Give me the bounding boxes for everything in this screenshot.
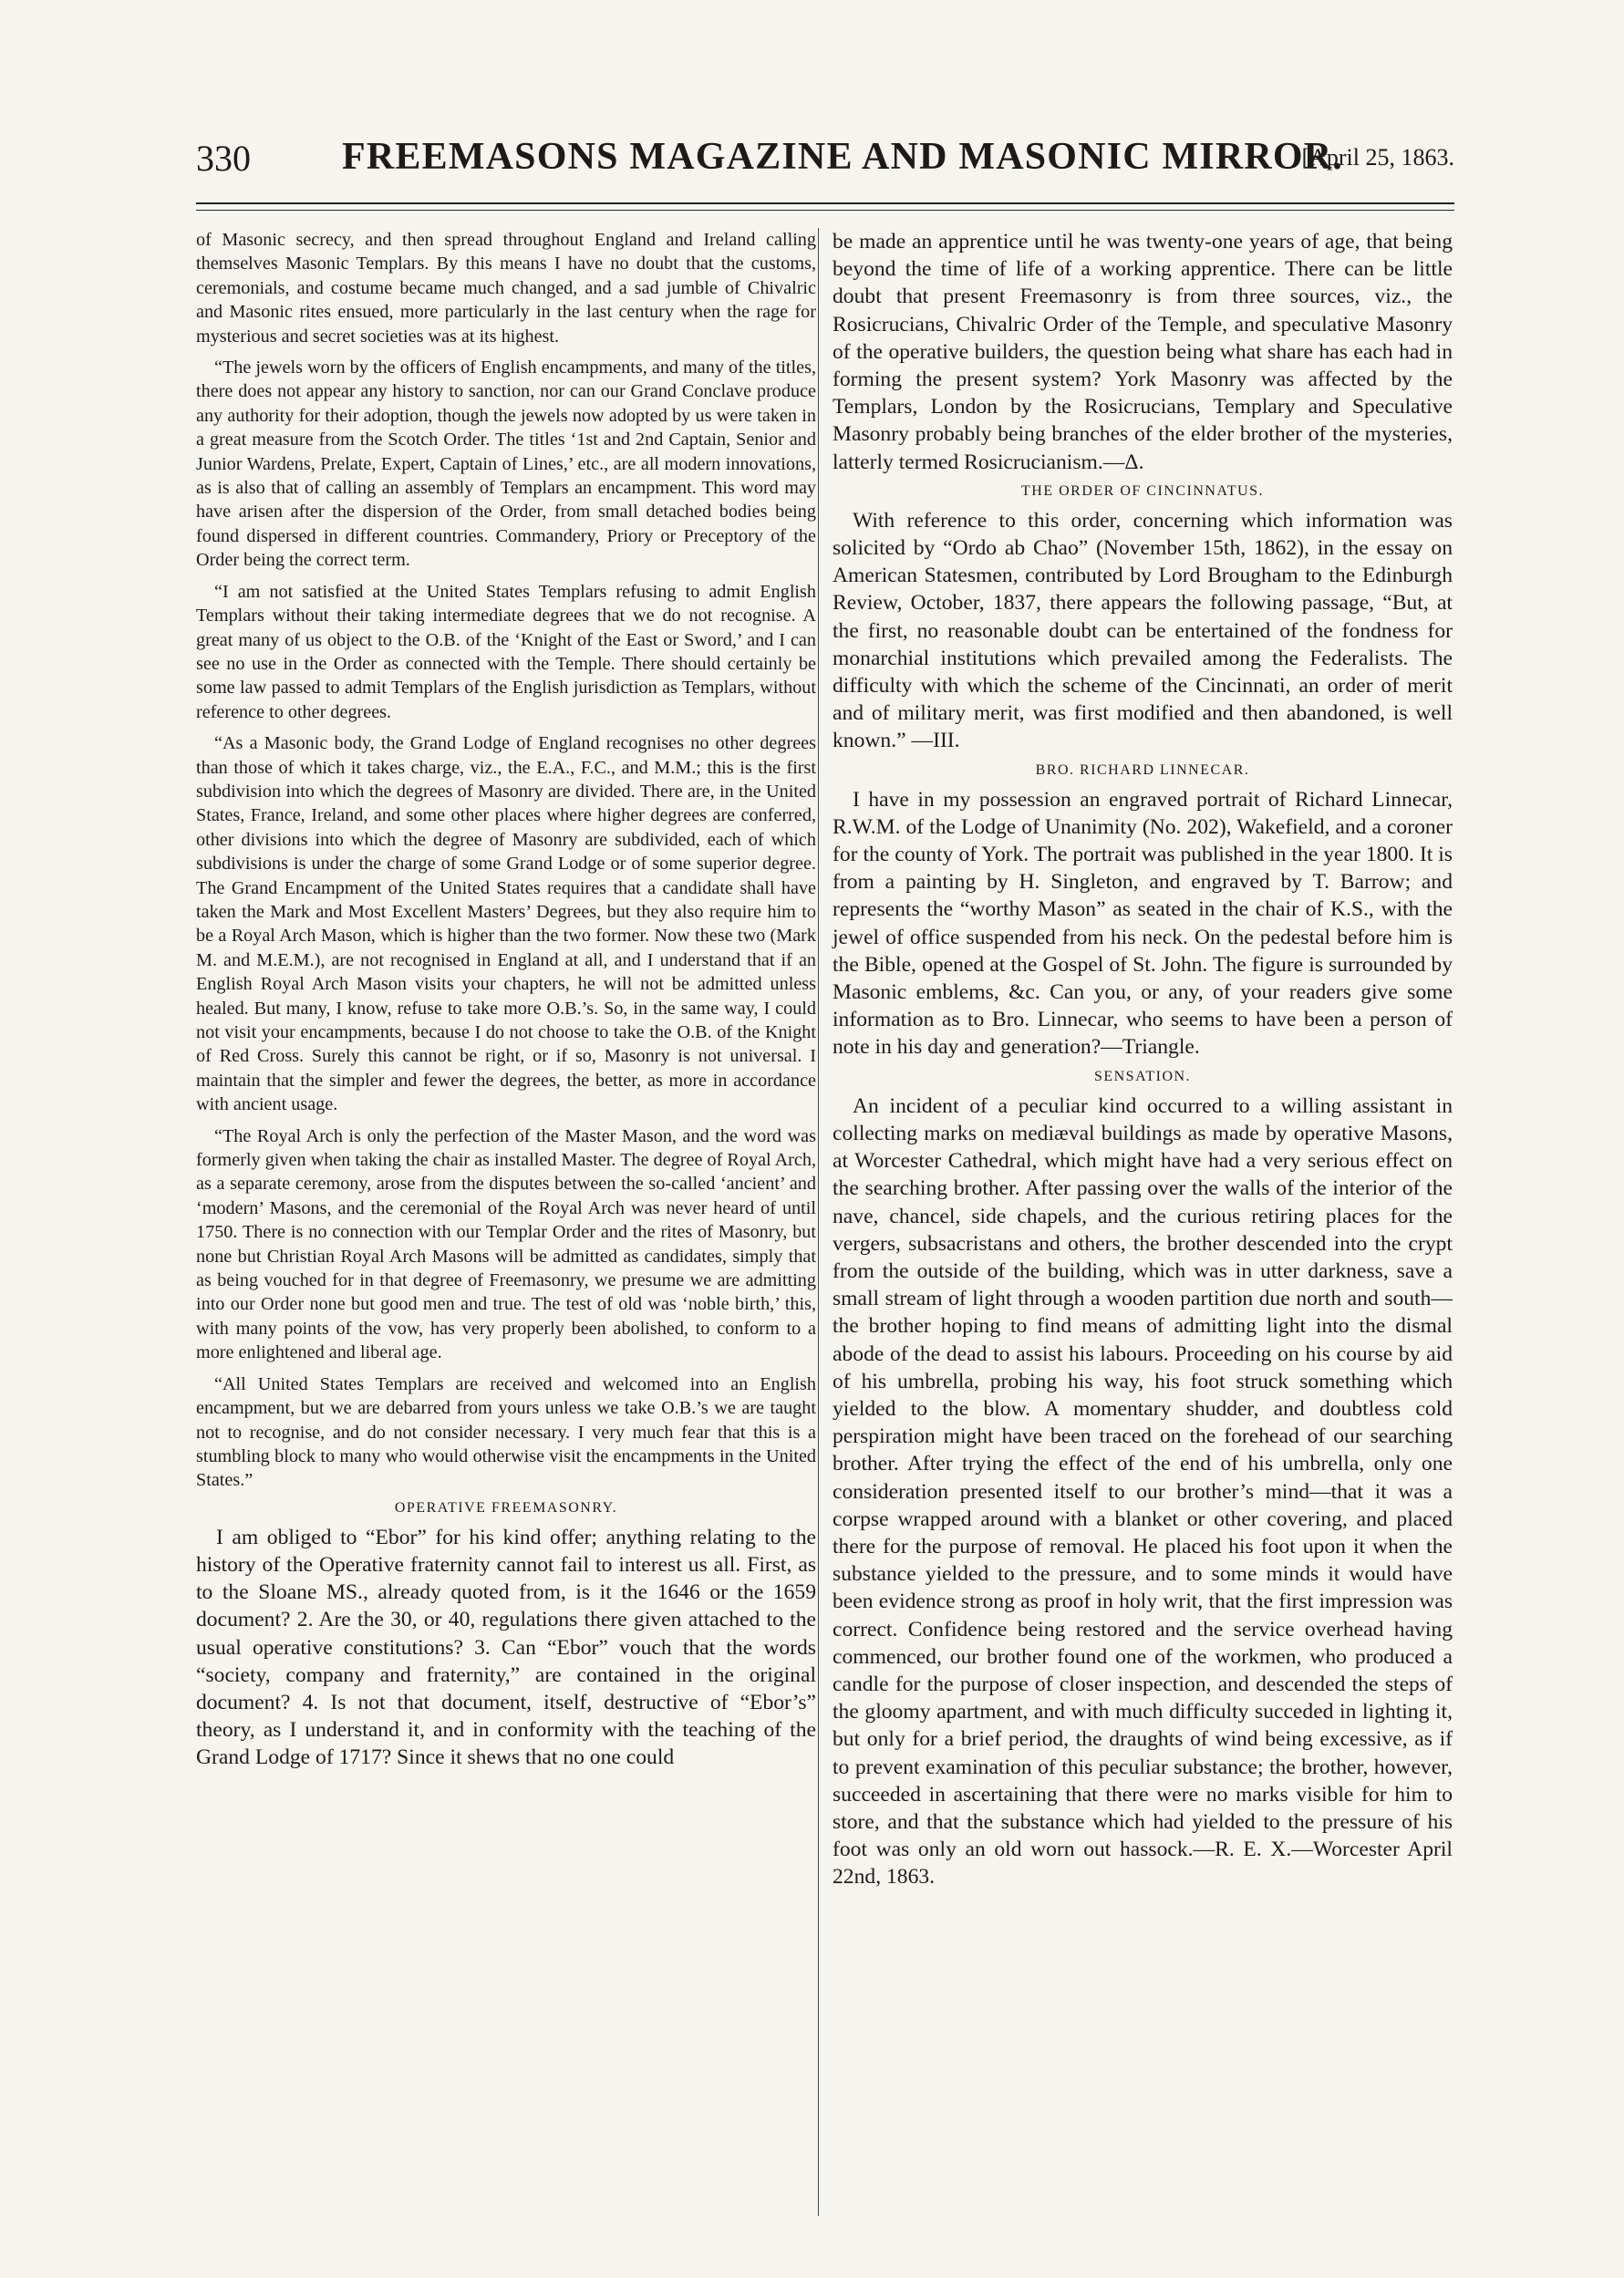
operative-section (196, 1524, 816, 1772)
paragraph: “The jewels worn by the officers of English encampments, and many of the titles, there does not appear any history to sanction, nor can our Grand Conclave produce any authority for their adoption, though the jewels now adopted by us were taken in a great measure from the Scotch Order. The titles ‘1st and 2nd Captain, Senior and Junior Wardens, Prelate, Expert, Captain of Lines,’ etc., are all modern innovations, as is also that of calling an assembly of Templars an encampment. This word may have arisen after the dispersion of the Order, from small detached bodies being found dispersed in different countries. Commandery, Priory or Preceptory of the Order being the correct term. (196, 357, 816, 571)
cincinnatus-section (833, 507, 1453, 755)
right-column (833, 228, 1453, 1899)
section-heading: BRO. RICHARD LINNECAR. (1035, 761, 1250, 778)
left-column (196, 228, 816, 1779)
paragraph: “As a Masonic body, the Grand Lodge of England recognises no other degrees than those of which it takes charge, viz., the E.A., F.C., and M.M.; this is the first subdivision into which the degrees of Masonry are divided. There are, in the United States, France, Ireland, and some other places where higher degrees are conferred, other divisions into which the degree of Masonry are subdivided, each of which subdivisions is under the charge of some Grand Lodge or of some superior degree. The Grand Encampment of the United States requires that a candidate shall have taken the Mark and Most Excellent Masters’ Degrees, but they also require him to be a Royal Arch Mason, which is higher than the two former. Now these two (Mark M. and M.E.M.), are not recognised in England at all, and I understand that if an English Royal Arch Mason visits your chapters, he will not be admitted unless healed. But many, I know, refuse to take more O.B.’s. So, in the same way, I could not visit your encampments, because I do not choose to take the O.B. of the Knight of Red Cross. Surely this cannot be right, or if so, Masonry is not universal. I maintain that the simpler and fewer the degrees, the better, as more in accordance with ancient usage. (196, 733, 816, 1115)
section-heading: SENSATION. (1093, 1068, 1192, 1084)
page-header (196, 133, 1454, 188)
templar-letter (196, 228, 816, 1493)
linnecar-section (833, 786, 1453, 1061)
paragraph: I am obliged to “Ebor” for his kind offer; anything relating to the history of the Operative fraternity cannot fail to interest us all. First, as to the Sloane MS., already quoted from, is it the 1646 or the 1659 document? 2. Are the 30, or 40, regulations there given attached to the usual operative constitutions? 3. Can “Ebor” vouch that the words “society, company and fraternity,” are contained in the original document? 4. Is not that document, itself, destructive of “Ebor’s” theory, as I understand it, and in conformity with the teaching of the Grand Lodge of 1717? Since it shews that no one could (196, 1525, 816, 1770)
column-divider (818, 228, 819, 2216)
running-title: FREEMASONS MAGAZINE AND MASONIC MIRROR. (342, 136, 1344, 178)
paragraph: be made an apprentice until he was twenty-one years of age, that being beyond the time of life of a working apprentice. There can be little doubt that present Freemasonry is from three sources, viz., the Rosicrucians, Chivalric Order of the Temple, and speculative Masonry of the operative builders, the question being what share has each had in forming the present system? York Masonry was affected by the Templars, London by the Rosicrucians, Templary and Speculative Masonry probably being branches of the elder brother of the mysteries, latterly termed Rosicrucianism.—Δ. (833, 230, 1453, 474)
issue-date: [April 25, 1863. (1301, 144, 1454, 171)
header-rule-thin (196, 210, 1454, 211)
paragraph: “All United States Templars are received and welcomed into an English encampment, but we are debarred from yours unless we take O.B.’s we are taught not to recognise, and do not consider necessary. I very much fear that this is a stumbling block to many who would otherwise visit the encampments in the United States.” (196, 1373, 816, 1491)
continuation (833, 228, 1453, 476)
page-number: 330 (196, 138, 251, 179)
paragraph: An incident of a peculiar kind occurred to a willing assistant in collecting marks on mediæval buildings as made by operative Masons, at Worcester Cathedral, which might have had a very serious effect on the searching brother. After passing over the walls of the interior of the nave, chancel, side chapels, and the curious retiring places for the vergers, subsacristans and others, the brother descended into the crypt from the outside of the building, which was in utter darkness, save a small stream of light through a wooden partition due north and south—the brother hoping to find means of admitting light into the dismal abode of the dead to assist his labours. Proceeding on his course by aid of his umbrella, probing his way, his foot struck something which yielded to the blow. A momentary shudder, and doubtless cold perspiration might have been traced on the forehead of our searching brother. After trying the effect of the end of his umbrella, only one consideration presented itself to our brother’s mind—that it was a corpse wrapped around with a blanket or other covering, and placed there for the purpose of removal. He placed his foot upon it when the substance yielded to the pressure, and to some minds it would have been evidence strong as proof in holy writ, that the first impression was correct. Confidence being restored and the service overhead having commenced, our brother found one of the workmen, who produced a candle for the purpose of closer inspection, and descended the steps of the gloomy apartment, and with much difficulty succeded in lighting it, but only for a brief period, the draughts of wind being excessive, as if to prevent examination of this peculiar substance; the brother, however, succeeded in ascertaining that there were no marks visible for him to store, and that the substance which had yielded to the pressure of his foot was only an old worn out hassock.—R. E. X.—Worcester April 22nd, 1863. (833, 1093, 1453, 1890)
paragraph: I have in my possession an engraved portrait of Richard Linnecar, R.W.M. of the Lodge of Unanimity (No. 202), Wakefield, and a coroner for the county of York. The portrait was published in the year 1800. It is from a painting by H. Singleton, and engraved by T. Barrow; and represents the “worthy Mason” as seated in the chair of K.S., with the jewel of office suspended from his neck. On the pedestal before him is the Bible, opened at the Gospel of St. John. The figure is surrounded by Masonic emblems, &c. Can you, or any, of your readers give some information as to Bro. Linnecar, who seems to have been a person of note in his day and generation?—Triangle. (833, 787, 1453, 1060)
paragraph: With reference to this order, concerning which information was solicited by “Ordo ab Chao” (November 15th, 1862), in the essay on American Statesmen, contributed by Lord Brougham to the Edinburgh Review, October, 1837, there appears the following passage, “But, at the first, no reasonable doubt can be entertained of the fondness for monarchial institutions which prevailed among the Federalists. The difficulty with which the scheme of the Cincinnati, an order of merit and of military merit, was first modified and then abandoned, is well known.” —III. (833, 508, 1453, 753)
section-heading: OPERATIVE FREEMASONRY. (394, 1499, 618, 1516)
paragraph: “The Royal Arch is only the perfection of the Master Mason, and the word was formerly given when taking the chair as installed Master. The degree of Royal Arch, as a separate ceremony, arose from the disputes between the so-called ‘ancient’ and ‘modern’ Masons, and the ceremonial of the Royal Arch was never heard of until 1750. There is no connection with our Templar Order and the rites of Masonry, but none but Christian Royal Arch Masons will be admitted as candidates, simply that as being vouched for in that degree of Freemasonry, we presume we are admitting into our Order none but good men and true. The test of old was ‘noble birth,’ this, with many points of the vow, has very properly been abolished, to conform to a more enlightened and liberal age. (196, 1125, 816, 1363)
section-heading: THE ORDER OF CINCINNATUS. (1021, 482, 1264, 499)
header-rule (196, 202, 1454, 204)
sensation-section (833, 1092, 1453, 1891)
paragraph: of Masonic secrecy, and then spread throughout England and Ireland calling themselves Masonic Templars. By this means I have no doubt that the customs, ceremonials, and costume became much changed, and a sad jumble of Chivalric and Masonic rites ensued, more particularly in the last century when the rage for mysterious and secret societies was at its highest. (196, 230, 816, 347)
paragraph: “I am not satisfied at the United States Templars refusing to admit English Templars without their taking intermediate degrees that we do not recognise. A great many of us object to the O.B. of the ‘Knight of the East or Sword,’ and I can see no use in the Order as connected with the Temple. There should certainly be some law passed to admit Templars of the English jurisdiction as Templars, without reference to other degrees. (196, 581, 816, 722)
